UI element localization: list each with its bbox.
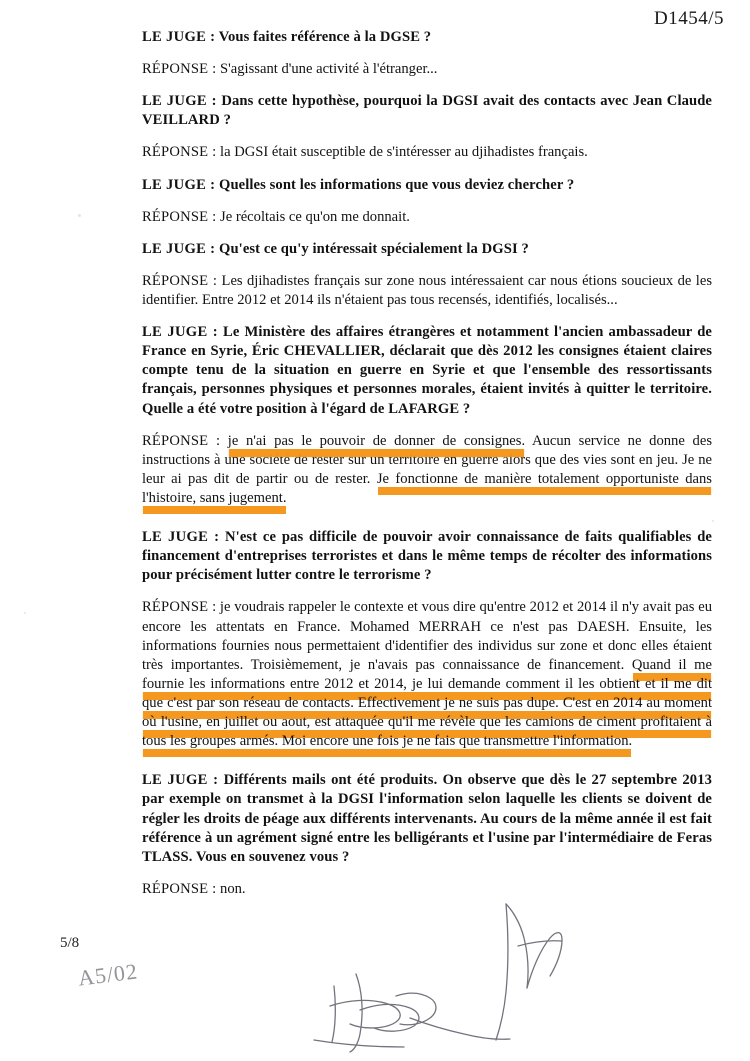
speaker-label: RÉPONSE :	[142, 272, 218, 289]
answer-segment: : je voudrais rappeler le contexte et vous dire qu'entre 2012 et 2014 il n'y avait pas eu encore les attentats en France. Mohamed MERRAH ce n'est pas DAESH. Ensuite, les informations fournies nous permettaient d'identifier des individus sur zone et donc elles étaient très importantes. Troisièmement, je n'avais pas connaissance de financement.	[142, 599, 712, 673]
question-text: Le Ministère des affaires étrangères et notamment l'ancien ambassadeur de France en Syrie, Éric CHEVALLIER, déclarait que dès 2012 les consignes étaient claires compte tenu de la situation en guerre en Syrie et que l'ensemble des ressortissants français, personnes physiques et personnes morales, étaient invités à quitter le territoire. Quelle a été votre position à l'égard de LAFARGE ?	[142, 324, 712, 417]
speaker-label: RÉPONSE :	[142, 144, 217, 161]
question-text: Qu'est ce qu'y intéressait spécialement la DGSI ?	[215, 240, 529, 257]
speaker-label: LE JUGE :	[142, 93, 217, 110]
speaker-label: RÉPONSE :	[142, 208, 217, 225]
question-block	[142, 92, 712, 130]
answer-text: Les djihadistes français sur zone nous intéressaient car nous étions soucieux de les identifier. Entre 2012 et 2014 ils n'étaient pas tous recensés, identifiés, localisés...	[142, 272, 712, 308]
question-text: Dans cette hypothèse, pourquoi la DGSI avait des contacts avec Jean Claude VEILLARD ?	[142, 93, 713, 129]
handwritten-margin-annotation: A5/02	[76, 958, 140, 991]
question-block	[142, 528, 712, 585]
question-block	[142, 323, 712, 419]
speaker-label: LE JUGE :	[142, 176, 216, 193]
question-text: Quelles sont les informations que vous deviez chercher ?	[215, 176, 575, 193]
question-text: Différents mails ont été produits. On observe que dès le 27 septembre 2013 par exemple on transmet à la DGSI l'information selon laquelle les clients se doivent de régler les droits de péage aux différents intervenants. Au cours de la même année il est fait référence à un agrément signé entre les belligérants et l'usine par l'intermédiaire de Feras TLASS. Vous en souvenez vous ?	[142, 772, 712, 865]
answer-block	[142, 143, 712, 162]
handwritten-signature	[300, 900, 630, 1055]
highlighted-answer-segment: Quand il me fournie les informations entre 2012 et 2014, je lui demande comment il les obtient et il me dit que c'est par son réseau de contacts. Effectivement je ne suis pas dupe. C'est en 2014 au moment où l'usine, en juillet ou aout, est attaquée qu'il me révèle que les camions de ciment profitaient à tous les groupes armés. Moi encore une fois je ne fais que transmettre l'information.	[142, 656, 712, 750]
answer-text: Je récoltais ce qu'on me donnait.	[216, 208, 410, 225]
transcript-body	[142, 28, 712, 912]
scan-speck	[24, 612, 26, 614]
highlighted-answer-segment: Je fonctionne de manière totalement opportuniste dans l'histoire, sans jugement.	[142, 470, 712, 506]
document-reference: D1454/5	[654, 8, 724, 29]
question-block	[142, 771, 712, 867]
speaker-label: RÉPONSE	[142, 599, 209, 616]
answer-text: S'agissant d'une activité à l'étranger...	[216, 61, 438, 78]
answer-text: non.	[216, 880, 246, 897]
speaker-label: LE JUGE :	[142, 29, 216, 45]
speaker-label: RÉPONSE	[142, 432, 209, 449]
speaker-label: LE JUGE :	[142, 529, 220, 546]
question-block	[142, 240, 712, 259]
speaker-label: LE JUGE :	[142, 324, 218, 341]
question-block	[142, 176, 712, 195]
scan-speck	[712, 520, 714, 522]
scan-speck	[78, 214, 81, 217]
answer-text: la DGSI était susceptible de s'intéresser au djihadistes français.	[216, 144, 588, 161]
question-block	[142, 28, 712, 47]
answer-block	[142, 208, 712, 227]
question-text: Vous faites référence à la DGSE ?	[215, 29, 432, 45]
answer-block	[142, 880, 712, 899]
answer-block-highlighted	[142, 598, 712, 751]
question-text: N'est ce pas difficile de pouvoir avoir connaissance de faits qualifiables de financement d'entreprises terroristes et dans le même temps de récolter des informations pour précisément lutter contre le terrorisme ?	[142, 529, 713, 584]
answer-block-highlighted	[142, 432, 712, 508]
highlighted-answer-segment: je n'ai pas le pouvoir de donner de consignes.	[227, 432, 526, 449]
answer-block	[142, 60, 712, 79]
speaker-label: LE JUGE :	[142, 772, 219, 789]
answer-segment: Aucun service ne donne des instructions à une société de rester sur un territoire en guerre alors que des vies sont en jeu. Je ne leur ai pas dit de partir ou de rester.	[142, 432, 713, 487]
speaker-label: RÉPONSE :	[142, 61, 217, 78]
speaker-label: RÉPONSE :	[142, 880, 217, 897]
speaker-label: LE JUGE :	[142, 240, 216, 257]
answer-block	[142, 272, 712, 310]
answer-segment: :	[208, 432, 228, 449]
page-number: 5/8	[60, 935, 80, 951]
